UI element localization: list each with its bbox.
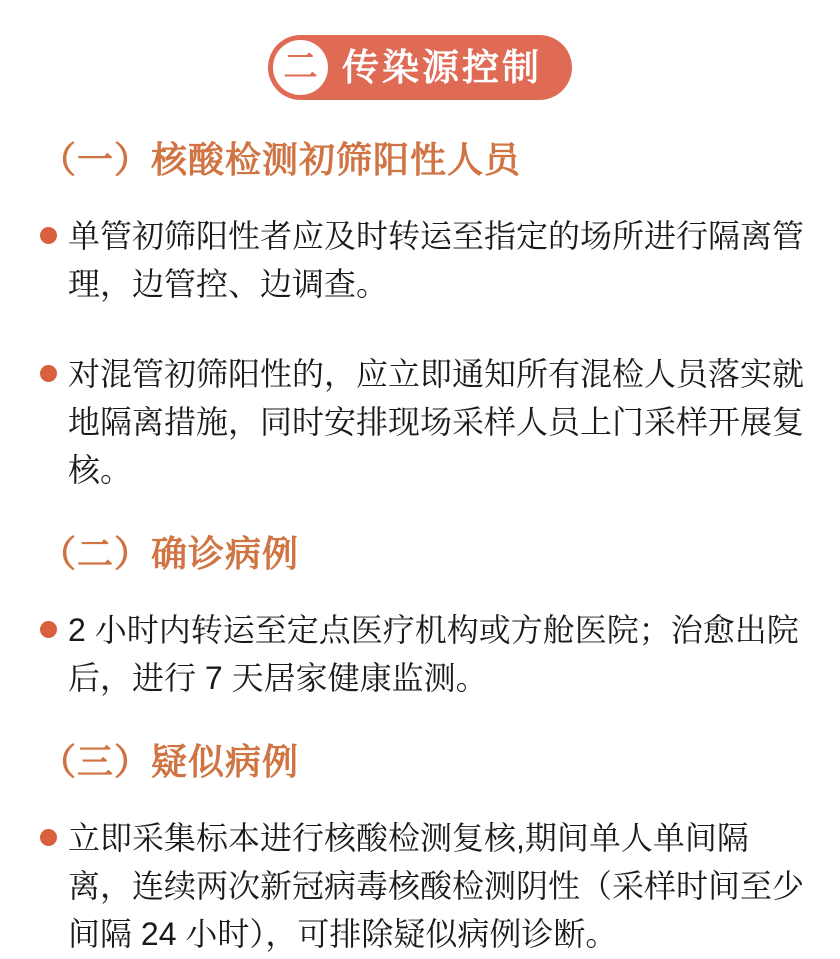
section-suspected-cases <box>40 740 810 958</box>
section-confirmed-cases <box>40 532 810 702</box>
section-number: 二 <box>283 47 318 86</box>
bullet-dot-icon <box>40 365 57 382</box>
bullet-item <box>40 350 810 494</box>
bullet-text: 立即采集标本进行核酸检测复核,期间单人单间隔离，连续两次新冠病毒核酸检测阴性（采样时间至少间隔 24 小时），可排除疑似病例诊断。 <box>68 820 805 952</box>
bullet-text: 对混管初筛阳性的，应立即通知所有混检人员落实就地隔离措施，同时安排现场采样人员上门采样开展复核。 <box>68 356 805 488</box>
bullet-text: 单管初筛阳性者应及时转运至指定的场所进行隔离管理，边管控、边调查。 <box>68 218 805 302</box>
page-title: 传染源控制 <box>342 47 542 88</box>
header-badge <box>268 35 572 100</box>
section-positive-initial-screening <box>40 138 810 494</box>
section-heading: （三）疑似病例 <box>40 741 300 782</box>
bullet-text: 2 小时内转运至定点医疗机构或方舱医院；治愈出院后，进行 7 天居家健康监测。 <box>68 612 799 696</box>
bullet-item <box>40 212 810 308</box>
header <box>40 35 800 100</box>
section-number-icon <box>273 40 328 95</box>
bullet-item <box>40 606 810 702</box>
bullet-dot-icon <box>40 621 57 638</box>
section-heading: （二）确诊病例 <box>40 533 300 574</box>
section-heading: （一）核酸检测初筛阳性人员 <box>40 139 522 180</box>
bullet-dot-icon <box>40 829 57 846</box>
bullet-item <box>40 814 810 958</box>
bullet-dot-icon <box>40 227 57 244</box>
